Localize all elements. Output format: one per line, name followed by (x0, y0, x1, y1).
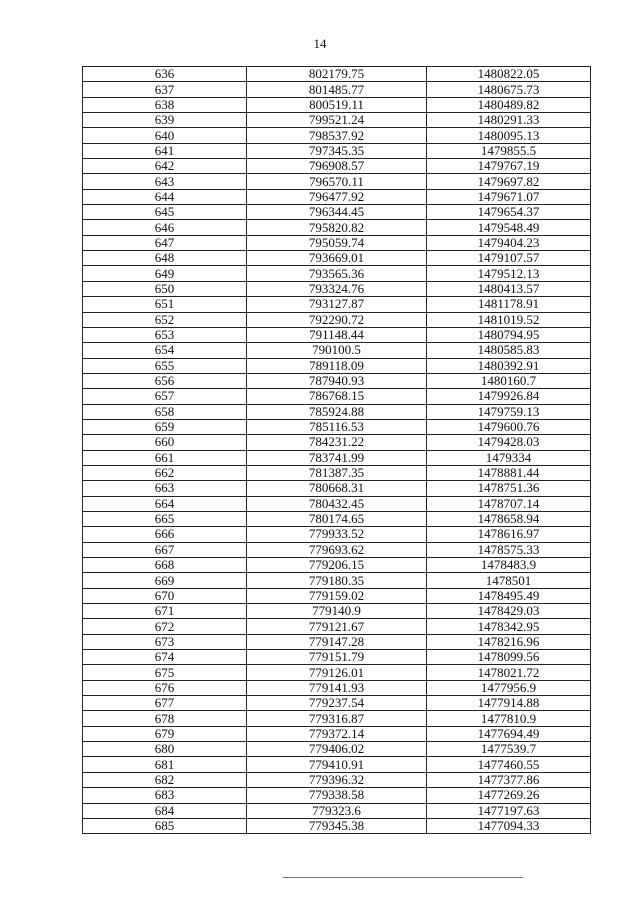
table-row (83, 343, 591, 358)
x-coordinate-cell: 789118.09 (247, 358, 427, 373)
table-row (83, 281, 591, 296)
y-coordinate-cell: 1478881.44 (427, 465, 591, 480)
x-coordinate-cell: 779141.93 (247, 680, 427, 695)
x-coordinate-cell: 795059.74 (247, 235, 427, 250)
y-coordinate-cell: 1481178.91 (427, 297, 591, 312)
y-coordinate-cell: 1479404.23 (427, 235, 591, 250)
x-coordinate-cell: 800519.11 (247, 97, 427, 112)
point-number-cell: 666 (83, 527, 247, 542)
x-coordinate-cell: 796344.45 (247, 205, 427, 220)
point-number-cell: 684 (83, 803, 247, 818)
x-coordinate-cell: 779206.15 (247, 558, 427, 573)
table-row (83, 788, 591, 803)
table-row (83, 128, 591, 143)
table-row (83, 742, 591, 757)
x-coordinate-cell: 787940.93 (247, 373, 427, 388)
x-coordinate-cell: 793669.01 (247, 251, 427, 266)
y-coordinate-cell: 1478099.56 (427, 650, 591, 665)
point-number-cell: 670 (83, 588, 247, 603)
point-number-cell: 652 (83, 312, 247, 327)
point-number-cell: 653 (83, 327, 247, 342)
table-row (83, 251, 591, 266)
x-coordinate-cell: 802179.75 (247, 67, 427, 82)
point-number-cell: 637 (83, 82, 247, 97)
table-row (83, 435, 591, 450)
x-coordinate-cell: 799521.24 (247, 113, 427, 128)
point-number-cell: 658 (83, 404, 247, 419)
table-row (83, 266, 591, 281)
table-row (83, 67, 591, 82)
y-coordinate-cell: 1480585.83 (427, 343, 591, 358)
table-row (83, 481, 591, 496)
x-coordinate-cell: 780174.65 (247, 511, 427, 526)
y-coordinate-cell: 1477810.9 (427, 711, 591, 726)
point-number-cell: 657 (83, 389, 247, 404)
x-coordinate-cell: 779159.02 (247, 588, 427, 603)
y-coordinate-cell: 1479600.76 (427, 419, 591, 434)
x-coordinate-cell: 796570.11 (247, 174, 427, 189)
x-coordinate-cell: 779126.01 (247, 665, 427, 680)
table-row (83, 235, 591, 250)
x-coordinate-cell: 785924.88 (247, 404, 427, 419)
y-coordinate-cell: 1477914.88 (427, 696, 591, 711)
point-number-cell: 640 (83, 128, 247, 143)
table-row (83, 542, 591, 557)
y-coordinate-cell: 1480489.82 (427, 97, 591, 112)
y-coordinate-cell: 1479334 (427, 450, 591, 465)
table-row (83, 573, 591, 588)
point-number-cell: 667 (83, 542, 247, 557)
y-coordinate-cell: 1479671.07 (427, 189, 591, 204)
y-coordinate-cell: 1477197.63 (427, 803, 591, 818)
x-coordinate-cell: 790100.5 (247, 343, 427, 358)
y-coordinate-cell: 1479855.5 (427, 143, 591, 158)
point-number-cell: 672 (83, 619, 247, 634)
point-number-cell: 659 (83, 419, 247, 434)
y-coordinate-cell: 1480675.73 (427, 82, 591, 97)
y-coordinate-cell: 1479654.37 (427, 205, 591, 220)
x-coordinate-cell: 798537.92 (247, 128, 427, 143)
x-coordinate-cell: 797345.35 (247, 143, 427, 158)
y-coordinate-cell: 1480413.57 (427, 281, 591, 296)
x-coordinate-cell: 779121.67 (247, 619, 427, 634)
x-coordinate-cell: 796477.92 (247, 189, 427, 204)
y-coordinate-cell: 1478751.36 (427, 481, 591, 496)
table-row (83, 189, 591, 204)
point-number-cell: 679 (83, 726, 247, 741)
y-coordinate-cell: 1479767.19 (427, 159, 591, 174)
y-coordinate-cell: 1477694.49 (427, 726, 591, 741)
x-coordinate-cell: 779237.54 (247, 696, 427, 711)
y-coordinate-cell: 1480095.13 (427, 128, 591, 143)
point-number-cell: 677 (83, 696, 247, 711)
table-row (83, 634, 591, 649)
x-coordinate-cell: 779323.6 (247, 803, 427, 818)
point-number-cell: 645 (83, 205, 247, 220)
table-row (83, 389, 591, 404)
table-row (83, 465, 591, 480)
table-row (83, 113, 591, 128)
table-row (83, 327, 591, 342)
x-coordinate-cell: 779410.91 (247, 757, 427, 772)
y-coordinate-cell: 1478575.33 (427, 542, 591, 557)
x-coordinate-cell: 779316.87 (247, 711, 427, 726)
table-row (83, 650, 591, 665)
table-row (83, 511, 591, 526)
x-coordinate-cell: 793565.36 (247, 266, 427, 281)
x-coordinate-cell: 781387.35 (247, 465, 427, 480)
point-number-cell: 647 (83, 235, 247, 250)
y-coordinate-cell: 1478495.49 (427, 588, 591, 603)
y-coordinate-cell: 1479512.13 (427, 266, 591, 281)
point-number-cell: 649 (83, 266, 247, 281)
y-coordinate-cell: 1479759.13 (427, 404, 591, 419)
point-number-cell: 668 (83, 558, 247, 573)
point-number-cell: 662 (83, 465, 247, 480)
y-coordinate-cell: 1478616.97 (427, 527, 591, 542)
point-number-cell: 655 (83, 358, 247, 373)
footer-rule (283, 877, 523, 878)
point-number-cell: 681 (83, 757, 247, 772)
table-row (83, 404, 591, 419)
y-coordinate-cell: 1478429.03 (427, 604, 591, 619)
point-number-cell: 641 (83, 143, 247, 158)
y-coordinate-cell: 1478483.9 (427, 558, 591, 573)
point-number-cell: 643 (83, 174, 247, 189)
x-coordinate-cell: 783741.99 (247, 450, 427, 465)
table-row (83, 604, 591, 619)
y-coordinate-cell: 1479697.82 (427, 174, 591, 189)
point-number-cell: 650 (83, 281, 247, 296)
point-number-cell: 674 (83, 650, 247, 665)
y-coordinate-cell: 1477269.26 (427, 788, 591, 803)
table-row (83, 373, 591, 388)
point-number-cell: 636 (83, 67, 247, 82)
table-row (83, 803, 591, 818)
table-row (83, 450, 591, 465)
table-row (83, 696, 591, 711)
y-coordinate-cell: 1479548.49 (427, 220, 591, 235)
table-row (83, 619, 591, 634)
y-coordinate-cell: 1478658.94 (427, 511, 591, 526)
x-coordinate-cell: 801485.77 (247, 82, 427, 97)
x-coordinate-cell: 779180.35 (247, 573, 427, 588)
x-coordinate-cell: 793127.87 (247, 297, 427, 312)
x-coordinate-cell: 791148.44 (247, 327, 427, 342)
point-number-cell: 646 (83, 220, 247, 235)
point-number-cell: 644 (83, 189, 247, 204)
x-coordinate-cell: 779140.9 (247, 604, 427, 619)
table-row (83, 527, 591, 542)
point-number-cell: 675 (83, 665, 247, 680)
table-row (83, 220, 591, 235)
x-coordinate-cell: 792290.72 (247, 312, 427, 327)
y-coordinate-cell: 1478707.14 (427, 496, 591, 511)
point-number-cell: 669 (83, 573, 247, 588)
y-coordinate-cell: 1477539.7 (427, 742, 591, 757)
x-coordinate-cell: 779406.02 (247, 742, 427, 757)
point-number-cell: 685 (83, 818, 247, 833)
x-coordinate-cell: 780668.31 (247, 481, 427, 496)
y-coordinate-cell: 1481019.52 (427, 312, 591, 327)
y-coordinate-cell: 1479107.57 (427, 251, 591, 266)
x-coordinate-cell: 795820.82 (247, 220, 427, 235)
table-row (83, 726, 591, 741)
x-coordinate-cell: 784231.22 (247, 435, 427, 450)
x-coordinate-cell: 779693.62 (247, 542, 427, 557)
point-number-cell: 656 (83, 373, 247, 388)
point-number-cell: 664 (83, 496, 247, 511)
point-number-cell: 682 (83, 772, 247, 787)
coordinates-table (82, 66, 591, 834)
table-row (83, 143, 591, 158)
y-coordinate-cell: 1477377.86 (427, 772, 591, 787)
x-coordinate-cell: 780432.45 (247, 496, 427, 511)
point-number-cell: 660 (83, 435, 247, 450)
point-number-cell: 676 (83, 680, 247, 695)
x-coordinate-cell: 779372.14 (247, 726, 427, 741)
point-number-cell: 651 (83, 297, 247, 312)
x-coordinate-cell: 779345.38 (247, 818, 427, 833)
point-number-cell: 665 (83, 511, 247, 526)
table-row (83, 772, 591, 787)
y-coordinate-cell: 1480392.91 (427, 358, 591, 373)
x-coordinate-cell: 796908.57 (247, 159, 427, 174)
point-number-cell: 642 (83, 159, 247, 174)
point-number-cell: 661 (83, 450, 247, 465)
point-number-cell: 683 (83, 788, 247, 803)
table-row (83, 97, 591, 112)
y-coordinate-cell: 1477956.9 (427, 680, 591, 695)
table-row (83, 558, 591, 573)
y-coordinate-cell: 1480160.7 (427, 373, 591, 388)
y-coordinate-cell: 1480291.33 (427, 113, 591, 128)
y-coordinate-cell: 1478021.72 (427, 665, 591, 680)
point-number-cell: 639 (83, 113, 247, 128)
x-coordinate-cell: 779396.32 (247, 772, 427, 787)
y-coordinate-cell: 1479926.84 (427, 389, 591, 404)
table-row (83, 757, 591, 772)
table-row (83, 818, 591, 833)
y-coordinate-cell: 1478501 (427, 573, 591, 588)
point-number-cell: 671 (83, 604, 247, 619)
table-row (83, 159, 591, 174)
y-coordinate-cell: 1477094.33 (427, 818, 591, 833)
point-number-cell: 654 (83, 343, 247, 358)
y-coordinate-cell: 1478216.96 (427, 634, 591, 649)
table-row (83, 419, 591, 434)
point-number-cell: 673 (83, 634, 247, 649)
y-coordinate-cell: 1479428.03 (427, 435, 591, 450)
table-row (83, 297, 591, 312)
x-coordinate-cell: 793324.76 (247, 281, 427, 296)
table-row (83, 358, 591, 373)
table-row (83, 312, 591, 327)
point-number-cell: 638 (83, 97, 247, 112)
x-coordinate-cell: 786768.15 (247, 389, 427, 404)
point-number-cell: 680 (83, 742, 247, 757)
x-coordinate-cell: 779933.52 (247, 527, 427, 542)
table-row (83, 665, 591, 680)
table-row (83, 711, 591, 726)
coordinates-table-body (83, 67, 591, 834)
table-row (83, 588, 591, 603)
x-coordinate-cell: 779338.58 (247, 788, 427, 803)
point-number-cell: 663 (83, 481, 247, 496)
y-coordinate-cell: 1477460.55 (427, 757, 591, 772)
table-row (83, 174, 591, 189)
point-number-cell: 648 (83, 251, 247, 266)
page-number: 14 (313, 36, 327, 51)
y-coordinate-cell: 1480794.95 (427, 327, 591, 342)
x-coordinate-cell: 779147.28 (247, 634, 427, 649)
table-row (83, 496, 591, 511)
x-coordinate-cell: 785116.53 (247, 419, 427, 434)
point-number-cell: 678 (83, 711, 247, 726)
table-row (83, 82, 591, 97)
table-row (83, 680, 591, 695)
y-coordinate-cell: 1480822.05 (427, 67, 591, 82)
table-row (83, 205, 591, 220)
x-coordinate-cell: 779151.79 (247, 650, 427, 665)
y-coordinate-cell: 1478342.95 (427, 619, 591, 634)
